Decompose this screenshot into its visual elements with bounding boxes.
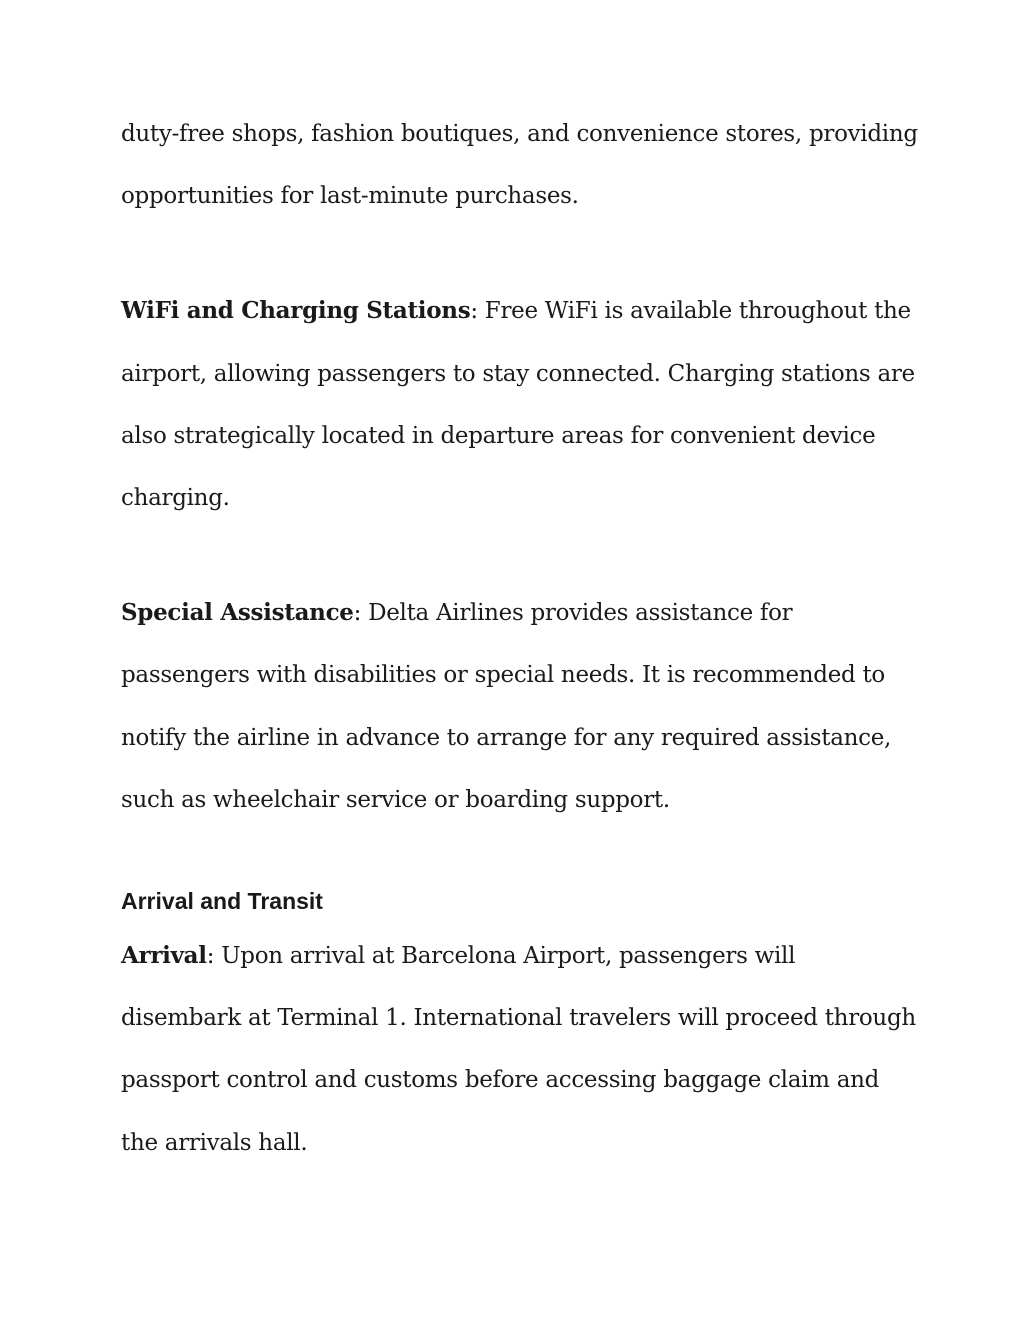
paragraph-text: duty-free shops, fashion boutiques, and convenience stores, providing opportunities for last-minute purchases.	[121, 121, 918, 210]
section-heading-arrival-transit: Arrival and Transit	[121, 888, 323, 915]
paragraph-text: : Upon arrival at Barcelona Airport, passengers will disembark at Terminal 1. International travelers will proceed through passport control and customs before accessing baggage claim and the arrivals hall.	[121, 943, 916, 1156]
paragraph-label: Special Assistance	[121, 599, 354, 627]
paragraph-shops-continuation	[121, 103, 921, 227]
paragraph-label: WiFi and Charging Stations	[121, 297, 471, 325]
paragraph-text: : Delta Airlines provides assistance for passengers with disabilities or special needs. It is recommended to notify the airline in advance to arrange for any required assistance, such as wheelchair service or boarding support.	[121, 600, 892, 813]
document-body	[121, 103, 921, 1174]
paragraph-text: : Free WiFi is available throughout the airport, allowing passengers to stay connected. Charging stations are also strategically located in departure areas for convenient device charging.	[121, 298, 915, 512]
paragraph-wifi-charging	[121, 280, 921, 529]
paragraph-arrival	[121, 925, 921, 1174]
paragraph-label: Arrival	[121, 942, 207, 970]
paragraph-special-assistance	[121, 582, 921, 831]
